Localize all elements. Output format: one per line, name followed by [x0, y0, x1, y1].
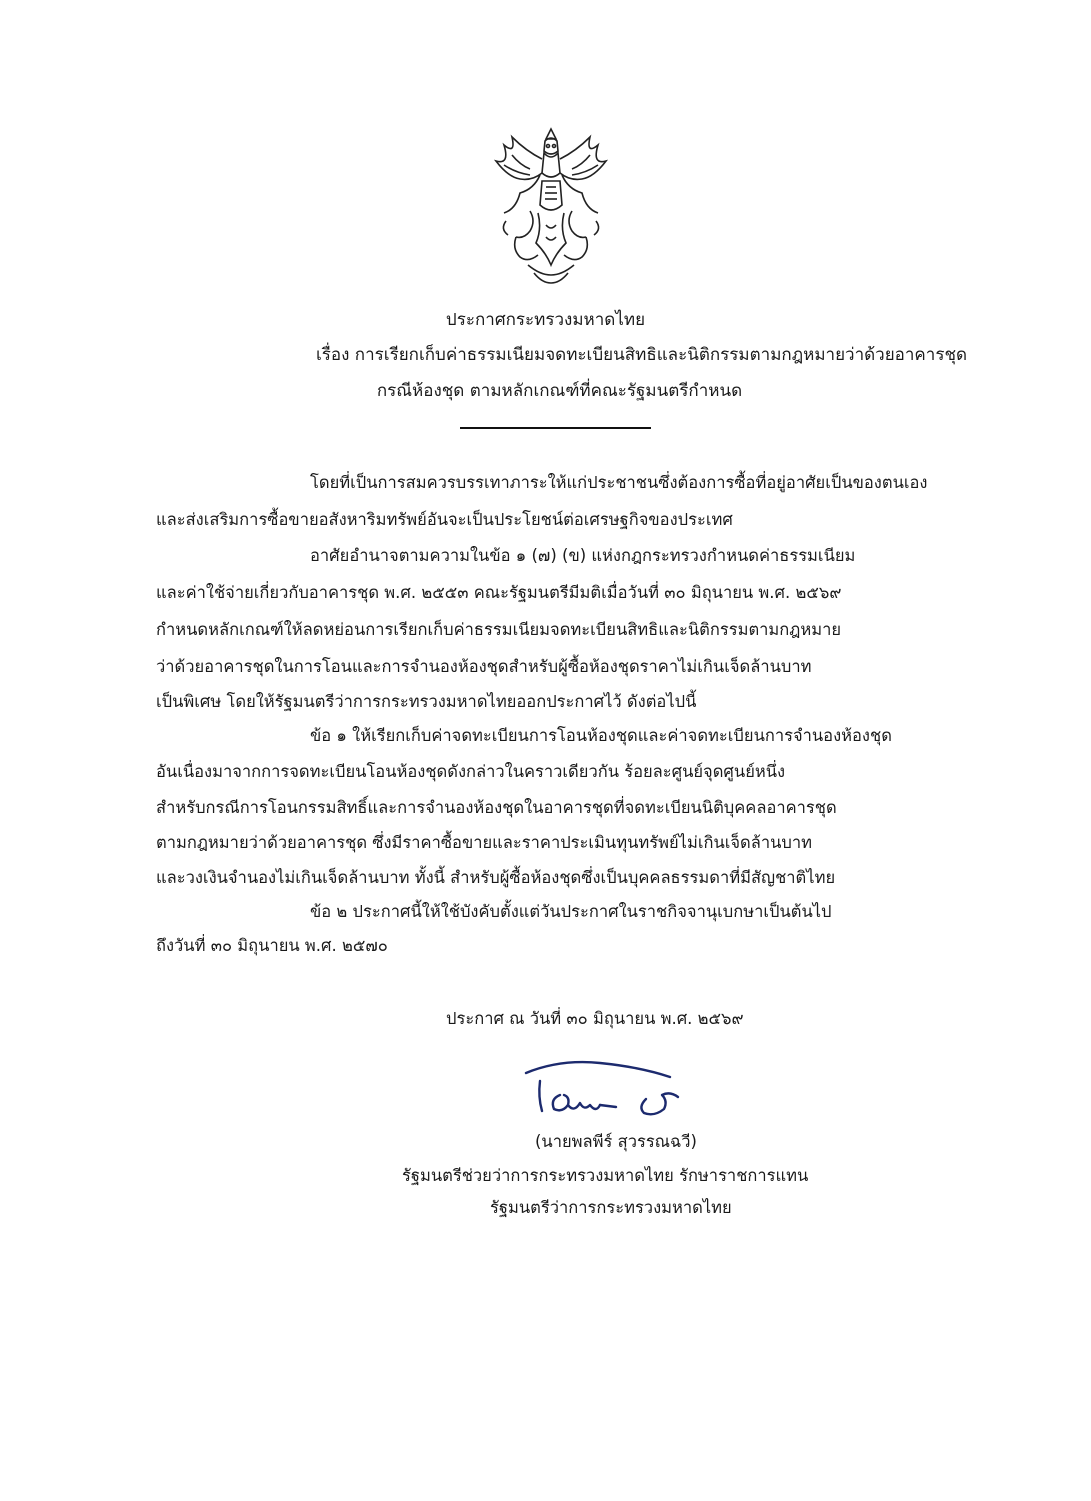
body-line: กำหนดหลักเกณฑ์ให้ลดหย่อนการเรียกเก็บค่าธรรมเนียมจดทะเบียนสิทธิและนิติกรรมตามกฎหมาย — [156, 620, 842, 639]
body-line: อาศัยอำนาจตามความในข้อ ๑ (๗) (ข) แห่งกฎกระทรวงกำหนดค่าธรรมเนียม — [310, 546, 856, 565]
signatory-position-line1: รัฐมนตรีช่วยว่าการกระทรวงมหาดไทย รักษาราชการแทน — [402, 1166, 809, 1185]
title-divider — [460, 427, 651, 429]
signatory-name: (นายพลพีร์ สุวรรณฉวี) — [535, 1132, 697, 1151]
announcement-date: ประกาศ ณ วันที่ ๓๐ มิถุนายน พ.ศ. ๒๕๖๙ — [446, 1009, 744, 1028]
body-line: ตามกฎหมายว่าด้วยอาคารชุด ซึ่งมีราคาซื้อขายและราคาประเมินทุนทรัพย์ไม่เกินเจ็ดล้านบาท — [156, 833, 813, 852]
body-line: สำหรับกรณีการโอนกรรมสิทธิ์และการจำนองห้องชุดในอาคารชุดที่จดทะเบียนนิติบุคคลอาคารชุด — [156, 798, 837, 817]
handwritten-signature — [520, 1055, 710, 1130]
body-line: และค่าใช้จ่ายเกี่ยวกับอาคารชุด พ.ศ. ๒๕๕๓ คณะรัฐมนตรีมีมติเมื่อวันที่ ๓๐ มิถุนายน พ.ศ. ๒๕๖๙ — [156, 583, 842, 602]
body-line: อันเนื่องมาจากการจดทะเบียนโอนห้องชุดดังกล่าวในคราวเดียวกัน ร้อยละศูนย์จุดศูนย์หนึ่ง — [156, 762, 786, 781]
body-line: และวงเงินจำนองไม่เกินเจ็ดล้านบาท ทั้งนี้ สำหรับผู้ซื้อห้องชุดซึ่งเป็นบุคคลธรรมดาที่มีสัญชาติไทย — [156, 868, 836, 887]
body-line: เป็นพิเศษ โดยให้รัฐมนตรีว่าการกระทรวงมหาดไทยออกประกาศไว้ ดังต่อไปนี้ — [156, 692, 697, 711]
body-line: ข้อ ๑ ให้เรียกเก็บค่าจดทะเบียนการโอนห้องชุดและค่าจดทะเบียนการจำนองห้องชุด — [310, 726, 892, 745]
document-subject-line1: เรื่อง การเรียกเก็บค่าธรรมเนียมจดทะเบียนสิทธิและนิติกรรมตามกฎหมายว่าด้วยอาคารชุด — [315, 345, 968, 365]
body-line: ว่าด้วยอาคารชุดในการโอนและการจำนองห้องชุดสำหรับผู้ซื้อห้องชุดราคาไม่เกินเจ็ดล้านบาท — [156, 657, 812, 676]
document-title: ประกาศกระทรวงมหาดไทย — [445, 310, 646, 330]
garuda-emblem-icon — [490, 125, 612, 290]
body-line: ข้อ ๒ ประกาศนี้ให้ใช้บังคับตั้งแต่วันประกาศในราชกิจจานุเบกษาเป็นต้นไป — [310, 902, 832, 921]
body-line: ถึงวันที่ ๓๐ มิถุนายน พ.ศ. ๒๕๗๐ — [156, 936, 388, 955]
signatory-position-line2: รัฐมนตรีว่าการกระทรวงมหาดไทย — [490, 1198, 732, 1217]
body-line: โดยที่เป็นการสมควรบรรเทาภาระให้แก่ประชาชนซึ่งต้องการซื้อที่อยู่อาศัยเป็นของตนเอง — [310, 473, 928, 492]
body-line: และส่งเสริมการซื้อขายอสังหาริมทรัพย์อันจะเป็นประโยชน์ต่อเศรษฐกิจของประเทศ — [156, 510, 733, 529]
document-subject-line2: กรณีห้องชุด ตามหลักเกณฑ์ที่คณะรัฐมนตรีกำหนด — [376, 381, 743, 401]
